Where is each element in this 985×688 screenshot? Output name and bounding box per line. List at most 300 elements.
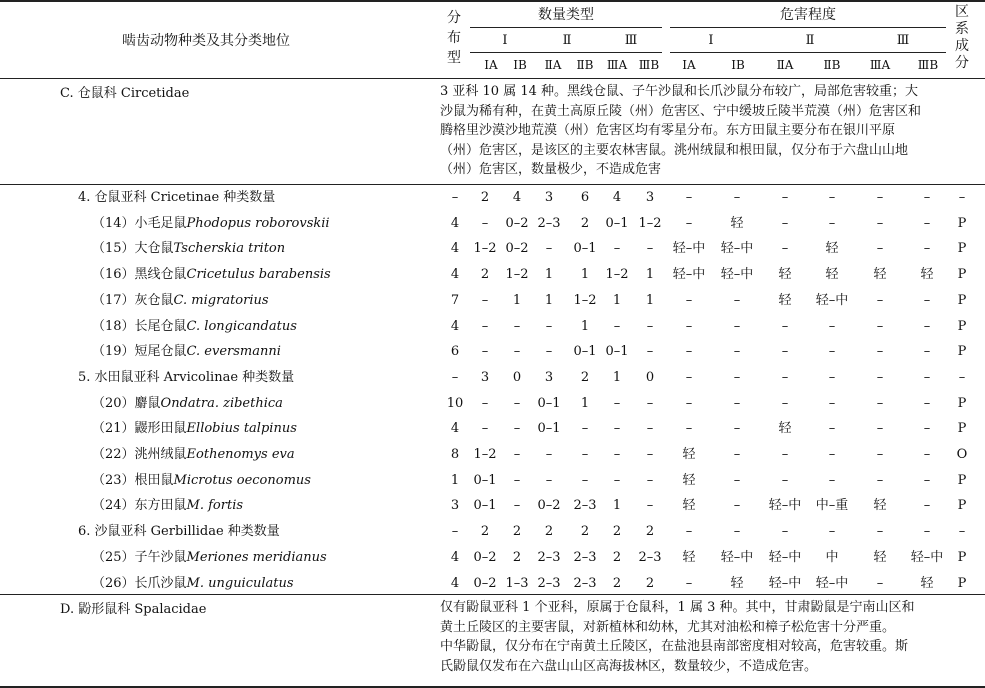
value-cell: – [685, 319, 693, 334]
chinese-name: （25）子午沙鼠 [92, 550, 187, 565]
value-cell: – [876, 293, 884, 308]
value-cell: 2 [645, 576, 655, 591]
value-cell: 7 [450, 293, 460, 308]
value-cell: – [733, 421, 741, 436]
value-cell: P [957, 216, 967, 231]
value-cell: – [685, 293, 693, 308]
harm-underline [670, 27, 946, 28]
roman-q-2: Ⅱ [562, 33, 572, 48]
value-cell: – [828, 524, 836, 539]
chinese-name: （18）长尾仓鼠 [92, 319, 187, 334]
value-cell: 1–2 [573, 293, 597, 308]
value-cell: 中–重 [815, 498, 849, 513]
value-cell: – [781, 216, 789, 231]
value-cell: P [957, 241, 967, 256]
species-name [92, 576, 294, 592]
chinese-name: （23）根田鼠 [92, 473, 174, 488]
roman-h-2: Ⅱ [805, 33, 815, 48]
species-column-header: 啮齿动物种类及其分类地位 [122, 33, 290, 49]
value-cell: 0–1 [537, 421, 561, 436]
value-cell: 4 [612, 190, 622, 205]
value-cell: – [685, 370, 693, 385]
value-cell: – [876, 319, 884, 334]
value-cell: 轻 [730, 216, 744, 231]
value-cell: – [613, 319, 621, 334]
value-cell: – [613, 396, 621, 411]
value-cell: – [733, 370, 741, 385]
value-cell: P [957, 473, 967, 488]
value-cell: 1 [612, 293, 622, 308]
latin-name: Meriones meridianus [186, 550, 327, 565]
chinese-name: （15）大仓鼠 [92, 241, 174, 256]
value-cell: 1 [645, 267, 655, 282]
value-cell: – [451, 190, 459, 205]
roman-q-1: Ⅰ [502, 33, 508, 48]
chinese-name: 6. 沙鼠亚科 Gerbillidae 种类数量 [78, 524, 280, 539]
value-cell: – [613, 241, 621, 256]
value-cell: – [685, 344, 693, 359]
value-cell: – [876, 421, 884, 436]
value-cell: 2 [480, 190, 490, 205]
value-cell: – [958, 524, 966, 539]
latin-name: Cricetulus barabensis [186, 267, 331, 282]
value-cell: 3 [645, 190, 655, 205]
sub-header-cell: ⅠA [682, 58, 696, 72]
value-cell: – [828, 216, 836, 231]
value-cell: 轻–中 [768, 576, 802, 591]
species-name [92, 319, 297, 335]
value-cell: 轻–中 [672, 267, 706, 282]
value-cell: 1 [580, 319, 590, 334]
value-cell: – [733, 498, 741, 513]
value-cell: 2 [480, 524, 490, 539]
value-cell: – [923, 319, 931, 334]
value-cell: – [828, 370, 836, 385]
latin-name: Phodopus roborovskii [186, 216, 330, 231]
species-name [92, 241, 285, 257]
value-cell: 2 [580, 370, 590, 385]
value-cell: 轻 [825, 241, 839, 256]
value-cell: 2 [612, 524, 622, 539]
desc-line: 沙鼠为稀有种，在黄土高原丘陵（州）危害区、宁中缓坡丘陵半荒漠（州）危害区和 [440, 103, 922, 119]
value-cell: 8 [450, 447, 460, 462]
value-cell: – [613, 473, 621, 488]
value-cell: 2–3 [537, 216, 561, 231]
value-cell: – [876, 241, 884, 256]
value-cell: 1–2 [473, 241, 497, 256]
value-cell: – [646, 447, 654, 462]
value-cell: – [685, 524, 693, 539]
value-cell: – [923, 524, 931, 539]
quantity-underline [470, 27, 662, 28]
section-title-spalacidae: D. 鼢形鼠科 Spalacidae [60, 602, 207, 617]
value-cell: – [733, 344, 741, 359]
value-cell: – [781, 473, 789, 488]
section-desc-cricetidae [440, 82, 976, 180]
chinese-name: （16）黑线仓鼠 [92, 267, 187, 282]
value-cell: – [545, 319, 553, 334]
value-cell: 0–2 [473, 576, 497, 591]
value-cell: – [646, 396, 654, 411]
value-cell: 3 [480, 370, 490, 385]
harm-degree-header: 危害程度 [780, 7, 836, 23]
value-cell: – [513, 396, 521, 411]
value-cell: 6 [450, 344, 460, 359]
value-cell: P [957, 293, 967, 308]
zone-lineage-char: 成 [955, 38, 969, 54]
value-cell: P [957, 576, 967, 591]
value-cell: – [923, 216, 931, 231]
value-cell: 0–1 [473, 473, 497, 488]
value-cell: 0–2 [505, 241, 529, 256]
sub-header-cell: ⅠA [484, 58, 498, 72]
latin-name: M. fortis [186, 498, 244, 513]
sub-header-cell: ⅢA [869, 58, 891, 72]
value-cell: 2–3 [573, 550, 597, 565]
value-cell: – [923, 293, 931, 308]
zone-lineage-char: 区 [955, 4, 969, 20]
value-cell: – [781, 524, 789, 539]
value-cell: – [685, 396, 693, 411]
distribution-type-char: 分 [447, 10, 461, 26]
chinese-name: （14）小毛足鼠 [92, 216, 187, 231]
desc-line: 氏鼢鼠仅发布在六盘山山区高海拔林区，数量较少，不造成危害。 [440, 658, 818, 674]
value-cell: 3 [544, 370, 554, 385]
value-cell: 10 [446, 396, 464, 411]
value-cell: – [581, 473, 589, 488]
value-cell: – [828, 344, 836, 359]
latin-name: C. eversmanni [186, 344, 281, 359]
value-cell: 轻 [682, 447, 696, 462]
header-rule [0, 78, 985, 79]
latin-name: C. longicandatus [186, 319, 297, 334]
value-cell: – [923, 473, 931, 488]
latin-name: Ondatra. zibethica [160, 396, 283, 411]
value-cell: 轻–中 [768, 550, 802, 565]
value-cell: – [545, 447, 553, 462]
sub-header-cell: ⅡA [544, 58, 562, 72]
value-cell: – [923, 396, 931, 411]
species-name [92, 396, 283, 412]
value-cell: – [451, 370, 459, 385]
value-cell: 1 [450, 473, 460, 488]
value-cell: 1–2 [505, 267, 529, 282]
value-cell: 0 [645, 370, 655, 385]
subfamily-label [78, 370, 294, 386]
value-cell: 1 [580, 396, 590, 411]
value-cell: – [733, 396, 741, 411]
value-cell: P [957, 344, 967, 359]
value-cell: 轻 [682, 473, 696, 488]
value-cell: 4 [450, 267, 460, 282]
value-cell: – [513, 498, 521, 513]
value-cell: – [733, 319, 741, 334]
zone-lineage-char: 分 [955, 55, 969, 71]
value-cell: 1 [612, 370, 622, 385]
value-cell: 轻–中 [720, 550, 754, 565]
value-cell: – [876, 216, 884, 231]
distribution-type-char: 布 [447, 30, 461, 46]
value-cell: – [958, 370, 966, 385]
value-cell: 0–2 [537, 498, 561, 513]
value-cell: – [923, 344, 931, 359]
value-cell: – [685, 216, 693, 231]
value-cell: 2 [512, 524, 522, 539]
value-cell: 4 [450, 576, 460, 591]
value-cell: – [481, 421, 489, 436]
value-cell: – [781, 370, 789, 385]
value-cell: 0–2 [505, 216, 529, 231]
value-cell: 轻–中 [720, 241, 754, 256]
latin-name: M. unguiculatus [186, 576, 294, 591]
species-name [92, 498, 243, 514]
zone-lineage-char: 系 [955, 21, 969, 37]
value-cell: 轻 [730, 576, 744, 591]
value-cell: – [481, 396, 489, 411]
value-cell: 4 [512, 190, 522, 205]
species-name [92, 473, 311, 489]
value-cell: – [685, 576, 693, 591]
sub-header-cell: ⅠB [513, 58, 527, 72]
sub-header-cell: ⅢB [638, 58, 660, 72]
value-cell: P [957, 550, 967, 565]
value-cell: – [923, 447, 931, 462]
chinese-name: （19）短尾仓鼠 [92, 344, 187, 359]
zone-lineage-header [952, 4, 972, 72]
value-cell: 中 [825, 550, 839, 565]
value-cell: 0–1 [573, 241, 597, 256]
value-cell: 2–3 [537, 550, 561, 565]
value-cell: – [781, 447, 789, 462]
value-cell: – [613, 447, 621, 462]
value-cell: – [876, 576, 884, 591]
value-cell: – [513, 447, 521, 462]
roman-underline-h [670, 52, 946, 53]
value-cell: – [828, 190, 836, 205]
value-cell: 轻 [873, 550, 887, 565]
value-cell: 1–3 [505, 576, 529, 591]
value-cell: – [581, 447, 589, 462]
species-name [92, 447, 295, 463]
value-cell: 2 [544, 524, 554, 539]
value-cell: 2 [580, 524, 590, 539]
value-cell: 2 [580, 216, 590, 231]
value-cell: – [733, 293, 741, 308]
section-rule-2 [0, 594, 985, 595]
value-cell: P [957, 421, 967, 436]
value-cell: – [613, 421, 621, 436]
value-cell: – [646, 421, 654, 436]
value-cell: 轻–中 [768, 498, 802, 513]
value-cell: – [781, 344, 789, 359]
sub-header-cell: ⅢB [917, 58, 939, 72]
value-cell: – [733, 447, 741, 462]
latin-name: Eothenomys eva [186, 447, 295, 462]
chinese-name: （24）东方田鼠 [92, 498, 187, 513]
value-cell: P [957, 498, 967, 513]
value-cell: – [923, 190, 931, 205]
desc-line: （州）危害区，是该区的主要农林害鼠。洮州绒鼠和根田鼠，仅分布于六盘山山地 [440, 142, 909, 158]
value-cell: 3 [544, 190, 554, 205]
value-cell: 2–3 [573, 576, 597, 591]
value-cell: – [646, 241, 654, 256]
desc-line: 中华鼢鼠，仅分布在宁南黄土丘陵区，在盐池县南部密度相对较高，危害较重。斯 [440, 639, 909, 654]
latin-name: Ellobius talpinus [186, 421, 297, 436]
desc-line: 仅有鼢鼠亚科 1 个亚科，原属于仓鼠科，1 属 3 种。其中，甘肃鼢鼠是宁南山区和 [440, 600, 915, 615]
quantity-type-header: 数量类型 [538, 7, 594, 23]
subfamily-label [78, 524, 280, 540]
value-cell: 4 [450, 550, 460, 565]
value-cell: 2–3 [537, 576, 561, 591]
value-cell: 轻–中 [672, 241, 706, 256]
desc-line: 腾格里沙漠沙地荒漠（州）危害区均有零星分布。东方田鼠主要分布在银川平原 [440, 123, 896, 138]
value-cell: 轻 [920, 267, 934, 282]
chinese-name: （26）长爪沙鼠 [92, 576, 187, 591]
value-cell: 1–2 [605, 267, 629, 282]
value-cell: – [828, 473, 836, 488]
value-cell: 6 [580, 190, 590, 205]
value-cell: 轻–中 [910, 550, 944, 565]
species-name [92, 267, 331, 283]
value-cell: – [828, 396, 836, 411]
value-cell: 轻 [873, 498, 887, 513]
roman-q-3: Ⅲ [624, 33, 638, 48]
value-cell: – [646, 473, 654, 488]
section-rule-1 [0, 184, 985, 185]
value-cell: 2 [512, 550, 522, 565]
roman-underline-q [470, 52, 662, 53]
value-cell: 1 [512, 293, 522, 308]
value-cell: 3 [450, 498, 460, 513]
value-cell: 4 [450, 319, 460, 334]
value-cell: 0–1 [537, 396, 561, 411]
value-cell: – [923, 498, 931, 513]
species-name [92, 421, 297, 437]
value-cell: 轻 [778, 267, 792, 282]
value-cell: 轻–中 [815, 576, 849, 591]
value-cell: – [733, 524, 741, 539]
value-cell: – [513, 319, 521, 334]
species-name [92, 293, 269, 309]
value-cell: 4 [450, 421, 460, 436]
desc-line: 黄土丘陵区的主要害鼠，对新植林和幼林，尤其对油松和樟子松危害十分严重。 [440, 619, 896, 635]
desc-line: 3 亚科 10 属 14 种。黑线仓鼠、子午沙鼠和长爪沙鼠分布较广，局部危害较重；大 [440, 84, 919, 99]
sub-header-cell: ⅡB [576, 58, 594, 72]
section-title-cricetidae: C. 仓鼠科 Circetidae [60, 86, 190, 101]
value-cell: 轻–中 [720, 267, 754, 282]
roman-h-3: Ⅲ [896, 33, 910, 48]
value-cell: 0–1 [473, 498, 497, 513]
value-cell: 0 [512, 370, 522, 385]
value-cell: – [481, 216, 489, 231]
value-cell: – [876, 190, 884, 205]
value-cell: 0–1 [573, 344, 597, 359]
value-cell: 2 [480, 267, 490, 282]
value-cell: P [957, 319, 967, 334]
section-desc-spalacidae [440, 598, 976, 676]
sub-header-cell: ⅡA [776, 58, 794, 72]
value-cell: 2–3 [638, 550, 662, 565]
value-cell: 1 [544, 267, 554, 282]
value-cell: – [685, 421, 693, 436]
roman-h-1: Ⅰ [708, 33, 714, 48]
value-cell: 2 [612, 576, 622, 591]
value-cell: 轻 [682, 498, 696, 513]
value-cell: 轻 [873, 267, 887, 282]
value-cell: – [513, 473, 521, 488]
value-cell: – [781, 319, 789, 334]
sub-header-cell: ⅠB [731, 58, 745, 72]
value-cell: 轻 [778, 421, 792, 436]
value-cell: – [685, 190, 693, 205]
value-cell: – [876, 370, 884, 385]
value-cell: – [958, 190, 966, 205]
chinese-name: （17）灰仓鼠 [92, 293, 174, 308]
value-cell: 1–2 [473, 447, 497, 462]
value-cell: 0–1 [605, 344, 629, 359]
chinese-name: 5. 水田鼠亚科 Arvicolinae 种类数量 [78, 370, 295, 385]
value-cell: 2–3 [573, 498, 597, 513]
value-cell: – [581, 421, 589, 436]
value-cell: – [781, 396, 789, 411]
value-cell: – [781, 241, 789, 256]
value-cell: – [481, 293, 489, 308]
value-cell: P [957, 396, 967, 411]
latin-name: Microtus oeconomus [173, 473, 311, 488]
sub-header-cell: ⅢA [606, 58, 628, 72]
value-cell: 4 [450, 216, 460, 231]
value-cell: – [828, 319, 836, 334]
value-cell: – [923, 241, 931, 256]
value-cell: 轻 [778, 293, 792, 308]
value-cell: – [828, 421, 836, 436]
value-cell: 1 [612, 498, 622, 513]
value-cell: – [646, 498, 654, 513]
subfamily-label [78, 190, 275, 206]
value-cell: – [876, 524, 884, 539]
value-cell: P [957, 267, 967, 282]
value-cell: 1 [580, 267, 590, 282]
top-rule [0, 0, 985, 2]
value-cell: 1 [544, 293, 554, 308]
value-cell: 2 [645, 524, 655, 539]
value-cell: O [956, 447, 968, 462]
latin-name: C. migratorius [173, 293, 269, 308]
value-cell: 轻 [920, 576, 934, 591]
value-cell: – [923, 421, 931, 436]
chinese-name: （21）鼹形田鼠 [92, 421, 187, 436]
value-cell: 轻 [825, 267, 839, 282]
distribution-type-char: 型 [447, 50, 461, 66]
value-cell: – [828, 447, 836, 462]
value-cell: – [451, 524, 459, 539]
value-cell: – [646, 344, 654, 359]
value-cell: – [545, 344, 553, 359]
chinese-name: （22）洮州绒鼠 [92, 447, 187, 462]
value-cell: 0–1 [605, 216, 629, 231]
value-cell: – [545, 241, 553, 256]
value-cell: 0–2 [473, 550, 497, 565]
value-cell: – [646, 319, 654, 334]
value-cell: – [876, 344, 884, 359]
value-cell: 轻 [682, 550, 696, 565]
value-cell: – [513, 421, 521, 436]
desc-line: （州）危害区，数量极少，不造成危害 [440, 162, 662, 177]
value-cell: – [876, 473, 884, 488]
value-cell: – [481, 344, 489, 359]
value-cell: – [733, 190, 741, 205]
value-cell: 1–2 [638, 216, 662, 231]
